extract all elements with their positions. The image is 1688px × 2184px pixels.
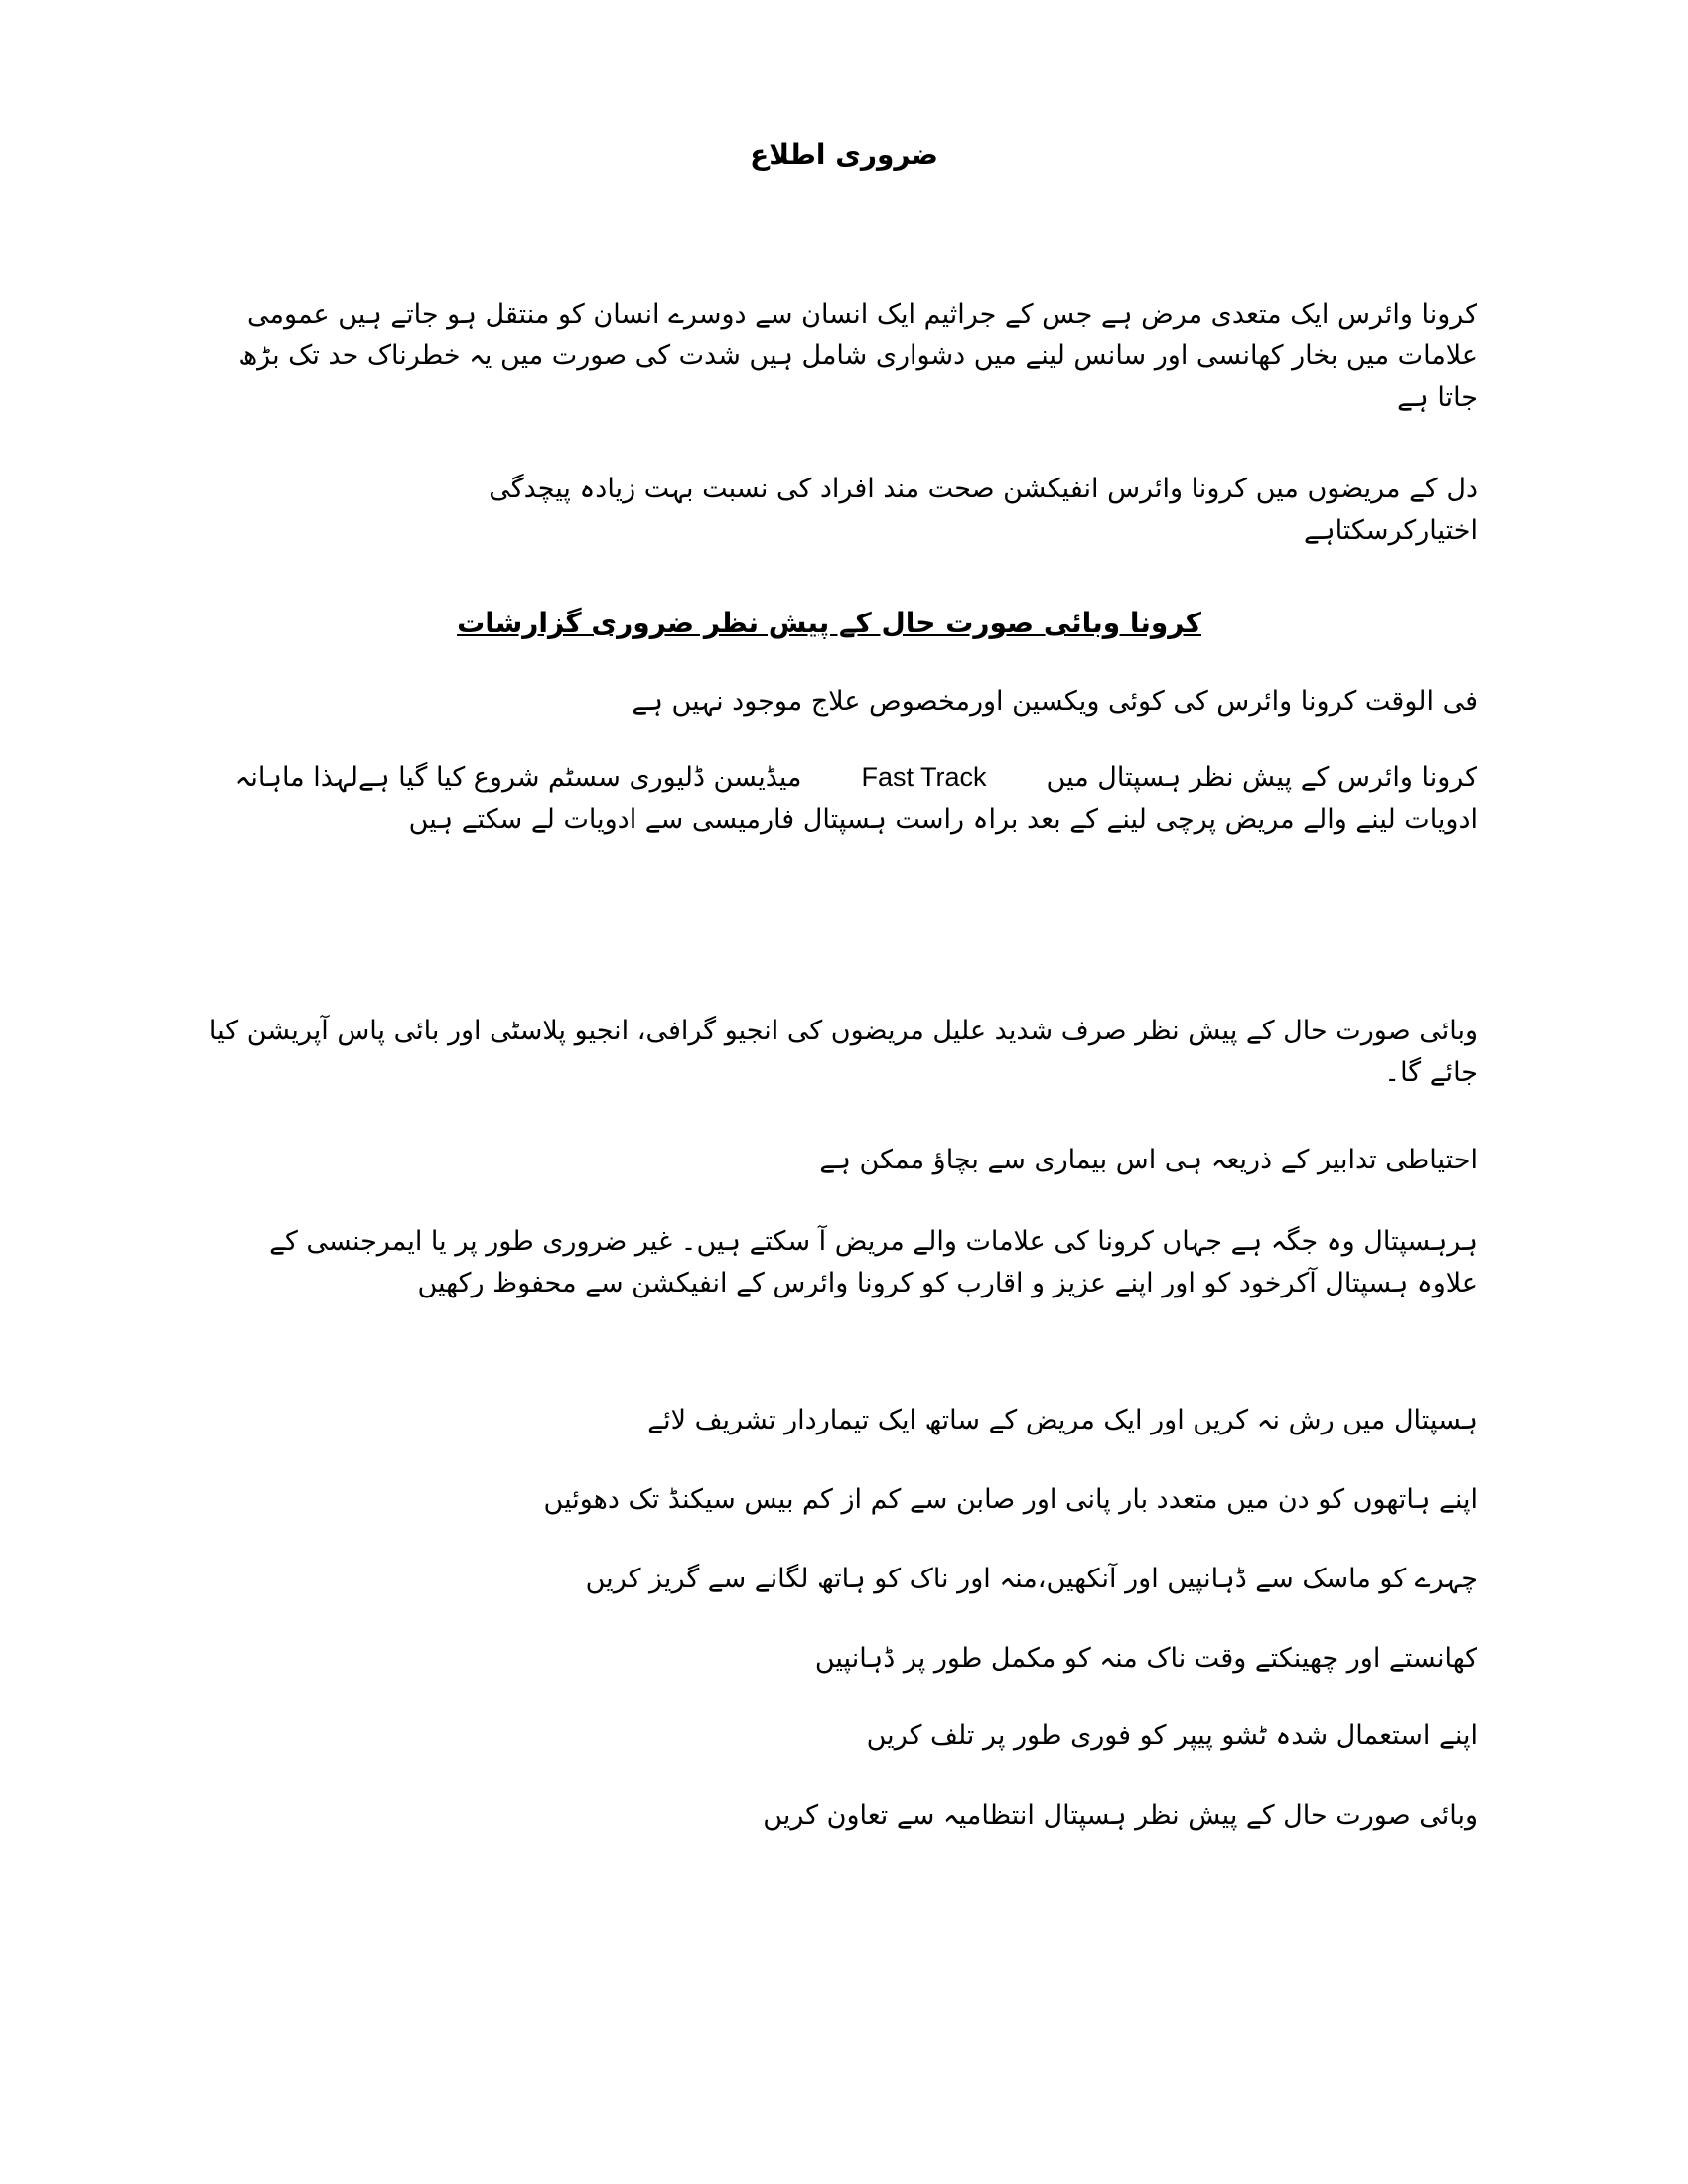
procedures-paragraph: وبائی صورت حال کے پیش نظر صرف شدید علیل مریضوں کی انجیو گرافی، انجیو پلاسٹی اور بائی پاس آپریشن کیا جائے گا۔ (209, 1016, 1477, 1088)
fast-track-label: Fast Track (861, 762, 987, 792)
cover-mouth-paragraph: کھانستے اور چھینکتے وقت ناک منہ کو مکمل طور پر ڈہانپیں (814, 1643, 1477, 1674)
hospital-visit-paragraph: ہرہسپتال وہ جگہ ہے جہاں کرونا کی علامات والے مریض آ سکتے ہیں۔ غیر ضروری طور پر یا ایمرجنسی کے علاوہ ہسپتال آکرخود کو اور اپنے عزیز و اقارب کو کرونا وائرس کے انفیکشن سے محفوظ رکھیں (269, 1226, 1477, 1298)
fast-track-text-end: میڈیسن ڈلیوری سسٹم شروع کیا گیا ہےلہذا ماہانہ ادویات لینے والے مریض پرچی لینے کے بعد براہ راست ہسپتال فارمیسی سے ادویات لے سکتے ہیں (234, 762, 1477, 835)
tissue-disposal-paragraph: اپنے استعمال شدہ ٹشو پیپر کو فوری طور پر تلف کریں (866, 1720, 1477, 1751)
fast-track-paragraph (221, 756, 1477, 841)
fast-track-text-start: کرونا وائرس کے پیش نظر ہسپتال میں (1046, 762, 1477, 793)
cooperate-paragraph: وبائی صورت حال کے پیش نظر ہسپتال انتظامیہ سے تعاون کریں (763, 1800, 1477, 1831)
mask-paragraph: چہرے کو ماسک سے ڈہانپیں اور آنکھیں،منہ اور ناک کو ہاتھ لگانے سے گریز کریں (585, 1564, 1477, 1594)
precautions-paragraph: احتیاطی تدابیر کے ذریعہ ہی اس بیماری سے بچاؤ ممکن ہے (819, 1145, 1477, 1175)
one-attendant-paragraph: ہسپتال میں رش نہ کریں اور ایک مریض کے ساتھ ایک تیماردار تشریف لائے (647, 1405, 1477, 1435)
hand-washing-paragraph: اپنے ہاتھوں کو دن میں متعدد بار پانی اور صابن سے کم از کم بیس سیکنڈ تک دھوئیں (543, 1484, 1477, 1515)
heart-patients-paragraph: دل کے مریضوں میں کرونا وائرس انفیکشن صحت مند افراد کی نسبت بہت زیادہ پیچدگی اختیارکرسکتاہے (489, 474, 1477, 546)
page-title: ضروری اطلاع (750, 138, 938, 171)
intro-paragraph: کرونا وائرس ایک متعدی مرض ہے جس کے جراثیم ایک انسان سے دوسرے انسان کو منتقل ہو جاتے ہیں عمومی علامات میں بخار کھانسی اور سانس لینے میں دشواری شامل ہیں شدت کی صورت میں یہ خطرناک حد تک بڑھ جاتا ہے (238, 299, 1477, 413)
section-heading: کرونا وبائی صورت حال کے پیش نظر ضروری گزارشات (457, 607, 1201, 639)
no-vaccine-paragraph: فی الوقت کرونا وائرس کی کوئی ویکسین اورمخصوص علاج موجود نہیں ہے (632, 686, 1477, 717)
